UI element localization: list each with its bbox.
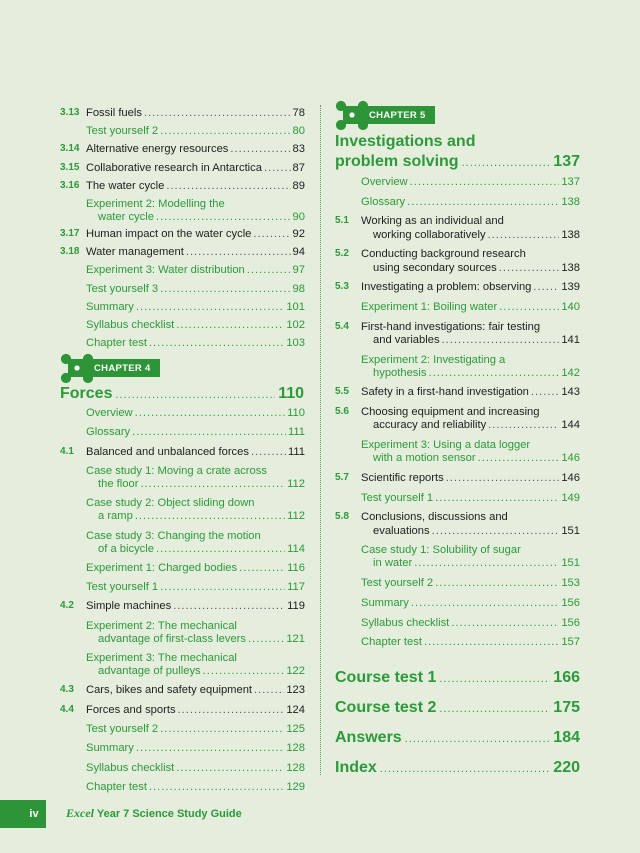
toc-entry[interactable] [60,599,305,613]
toc-entry-page: 114 [287,542,305,555]
toc-entry-page: 119 [287,600,305,613]
toc-entry-title-line1 [335,214,504,228]
toc-entry[interactable] [86,761,305,775]
toc-entry[interactable] [86,300,305,314]
toc-entry[interactable] [335,385,580,399]
toc-entry[interactable] [60,106,305,120]
toc-entry-number: 4.2 [60,600,74,612]
toc-entry-title-line2: evaluations [373,524,430,537]
back-matter-page: 175 [553,699,580,716]
toc-entry[interactable] [335,280,580,294]
toc-entry-number: 3.16 [60,179,80,191]
toc-entry-title: Case study 1: Solubility of sugar [361,544,521,557]
chapter-5-badge [343,106,435,124]
toc-entry-title-line2: in water [373,557,413,570]
toc-entry-number: 5.4 [335,320,349,332]
toc-entry-page: 101 [286,300,305,313]
chapter-5-title-line1: Investigations and [335,133,476,150]
toc-entry[interactable] [373,366,580,380]
chapter-4-heading[interactable] [60,384,304,405]
toc-entry-title: Chapter test [86,780,147,793]
toc-leader [531,385,559,399]
toc-entry-title-line2: accuracy and reliability [373,419,487,432]
toc-entry[interactable] [98,542,305,556]
toc-entry-title-line2: the floor [98,477,139,490]
toc-entry-title: Human impact on the water cycle [86,228,252,240]
toc-entry-title: Glossary [361,195,406,208]
toc-entry[interactable] [86,336,305,350]
toc-entry[interactable] [373,556,580,570]
toc-entry[interactable] [98,664,305,678]
toc-entry[interactable] [60,179,305,193]
toc-entry-page: 98 [292,282,305,295]
toc-entry[interactable] [60,161,305,175]
back-matter-entry[interactable] [335,728,580,749]
toc-leader [446,471,560,485]
toc-leader [132,425,286,439]
toc-entry-title: Syllabus checklist [86,761,175,774]
toc-entry[interactable] [60,245,305,259]
toc-entry-page: 157 [561,636,580,649]
toc-entry-title: Case study 1: Moving a crate across [86,464,267,477]
toc-entry-title-line1 [335,510,508,524]
toc-entry[interactable] [361,576,580,590]
toc-entry-page: 156 [561,616,580,629]
toc-entry-page: 111 [287,445,305,458]
toc-entry[interactable] [98,210,305,224]
back-matter-title: Course test 2 [335,699,437,716]
toc-entry-title-line1 [86,529,261,543]
toc-entry-page: 139 [561,281,580,294]
toc-entry-title-line2: and variables [373,333,440,346]
toc-leader [254,683,284,697]
back-matter-entry[interactable] [335,668,580,689]
toc-entry[interactable] [60,142,305,156]
toc-entry-title: Summary [86,742,134,755]
toc-entry[interactable] [361,300,580,314]
toc-entry-page: 151 [561,524,580,537]
toc-leader [405,730,551,749]
toc-leader [156,210,291,224]
toc-entry[interactable] [86,722,305,736]
toc-leader [264,161,291,175]
toc-entry-number: 5.8 [335,511,349,523]
toc-entry-page: 142 [561,366,580,379]
toc-entry-title: Chapter test [86,337,147,350]
toc-entry-title-line1 [86,496,255,510]
toc-entry-title: Cars, bikes and safety equipment [86,684,253,697]
toc-leader [407,195,559,209]
toc-entry[interactable] [60,445,305,459]
toc-entry-title: Overview [86,407,133,419]
toc-entry-title-line2: water cycle [98,211,154,223]
toc-entry[interactable] [86,561,305,575]
toc-entry-number: 3.13 [60,107,80,118]
toc-entry-page: 94 [292,246,305,259]
toc-entry-page: 103 [286,337,305,350]
toc-leader [176,761,284,775]
toc-entry-number: 5.2 [335,248,349,260]
toc-entry-title: Scientific reports [361,471,444,484]
toc-entry-page: 156 [561,596,580,609]
toc-leader [439,700,550,719]
toc-entry[interactable] [86,318,305,332]
toc-entry-title: Conducting background research [361,248,526,261]
toc-leader [432,524,560,538]
toc-entry-title-line2: a ramp [98,510,133,523]
back-matter-title: Answers [335,729,402,746]
toc-entry-title: Safety in a first-hand investigation [361,386,529,399]
toc-entry-title: Alternative energy resources [86,143,229,156]
toc-entry-title-line1 [86,464,267,478]
toc-entry-page: 153 [561,577,580,590]
toc-leader [230,142,290,156]
toc-entry-title: Syllabus checklist [361,616,450,629]
toc-entry-page: 144 [561,419,580,432]
toc-entry-title: Glossary [86,426,131,439]
toc-entry-page: 112 [287,477,305,490]
toc-entry-page: 149 [561,491,580,504]
toc-leader [160,722,284,736]
toc-entry-page: 138 [561,195,580,208]
toc-entry-title-line2: working collaboratively [373,228,486,241]
toc-entry-title-line1 [335,405,540,419]
toc-entry-title: Balanced and unbalanced forces [86,445,249,458]
toc-leader [411,596,559,610]
toc-leader [160,580,285,594]
toc-leader [410,175,560,189]
toc-entry-number: 3.15 [60,161,80,173]
toc-entry-title: Test yourself 2 [86,125,159,138]
toc-entry-number: 5.6 [335,406,349,418]
toc-entry[interactable] [86,425,305,439]
toc-entry-page: 90 [292,211,305,223]
toc-leader [439,670,550,689]
toc-leader [478,451,560,465]
toc-entry-title: Fossil fuels [86,107,142,119]
back-matter-title: Course test 1 [335,669,437,686]
toc-entry[interactable] [361,491,580,505]
toc-entry-page: 129 [286,780,305,793]
toc-leader [488,418,559,432]
toc-leader [435,491,559,505]
toc-entry[interactable] [373,261,580,275]
toc-entry-page: 125 [286,722,305,735]
toc-leader [136,300,284,314]
toc-entry[interactable] [86,263,305,277]
toc-entry-number: 3.17 [60,228,80,239]
toc-leader [424,635,559,649]
toc-leader [442,333,560,347]
toc-entry-title: Test yourself 1 [86,581,159,594]
toc-leader [253,227,290,241]
toc-entry-page: 140 [561,300,580,313]
toc-entry-page: 138 [561,228,580,241]
toc-entry-title: Test yourself 2 [361,577,434,590]
molecule-icon [335,98,369,132]
toc-leader [135,509,285,523]
toc-leader [247,263,291,277]
toc-entry[interactable] [60,227,305,241]
toc-entry-title: Choosing equipment and increasing [361,406,540,419]
toc-entry-page: 151 [561,557,580,570]
toc-entry-title-line2: hypothesis [373,366,427,379]
toc-entry-title-line1 [361,543,521,557]
toc-leader [435,576,559,590]
toc-entry-title: Experiment 2: Modelling the [86,198,225,210]
toc-entry[interactable] [86,406,305,420]
toc-entry-title-line1 [335,320,541,334]
toc-entry-title-line1 [361,438,530,452]
toc-entry-number: 4.4 [60,703,74,715]
toc-entry-title-line1 [86,619,237,633]
toc-entry-title: Case study 2: Object sliding down [86,497,255,510]
toc-leader [533,280,559,294]
toc-entry-page: 124 [286,703,305,716]
toc-entry[interactable] [373,333,580,347]
toc-entry-page: 89 [292,179,305,192]
toc-entry-title: Water management [86,246,184,259]
back-matter-entry[interactable] [335,698,580,719]
toc-entry[interactable] [98,477,305,491]
toc-entry-page: 141 [561,333,580,346]
toc-leader [248,632,284,646]
toc-entry[interactable] [86,282,305,296]
toc-entry-number: 5.7 [335,471,349,483]
toc-leader [176,318,284,332]
toc-entry-title-line2: with a motion sensor [373,452,476,465]
toc-entry-number: 5.3 [335,281,349,293]
toc-leader [156,542,285,556]
toc-entry[interactable] [361,635,580,649]
chapter-5-heading[interactable] [335,152,580,173]
toc-entry[interactable] [86,124,305,138]
toc-entry-title: Case study 3: Changing the motion [86,529,261,542]
toc-entry-title: Experiment 1: Boiling water [361,300,498,313]
toc-entry-page: 83 [292,143,305,156]
toc-entry-title-line1 [335,247,526,261]
toc-entry[interactable] [373,451,580,465]
toc-entry-page: 78 [292,107,305,119]
toc-entry[interactable] [361,195,580,209]
toc-leader [144,106,291,120]
toc-entry-page: 97 [292,264,305,277]
toc-entry-title-line2: of a bicycle [98,542,154,555]
footer-bar [0,800,22,828]
column-divider [320,105,321,775]
toc-leader [178,703,285,717]
toc-entry-title-line1 [86,197,225,211]
toc-entry-page: 102 [286,319,305,331]
toc-entry-page: 128 [286,761,305,774]
toc-entry-page: 111 [287,426,305,439]
toc-entry-title: Test yourself 3 [86,282,159,295]
toc-entry-title: Working as an individual and [361,215,504,228]
footer-page-number: iv [22,800,46,828]
toc-leader [203,664,285,678]
toc-leader [149,780,284,794]
footer-title [66,806,242,821]
toc-entry-page: 121 [286,632,305,645]
toc-leader [186,245,291,259]
toc-entry-page: 146 [561,452,580,465]
toc-leader [251,445,286,459]
toc-entry-page: 122 [286,665,305,677]
toc-entry[interactable] [373,228,580,242]
toc-entry-page: 80 [292,125,305,138]
chapter-4-title: Forces [60,385,113,402]
footer-book-title: Year 7 Science Study Guide [96,808,242,820]
toc-leader [140,477,285,491]
toc-entry-number: 4.3 [60,684,74,696]
toc-entry-page: 92 [292,228,305,240]
toc-entry-title: Simple machines [86,600,172,613]
toc-entry-title-line2: advantage of pulleys [98,665,201,677]
toc-leader [239,561,285,575]
chapter-4-page: 110 [278,385,304,402]
toc-entry[interactable] [86,780,305,794]
toc-entry-title: Summary [86,300,134,313]
toc-leader [429,366,560,380]
toc-entry[interactable] [86,580,305,594]
toc-entry-title-line1 [86,651,237,665]
toc-entry-title: Experiment 2: Investigating a [361,353,506,366]
toc-leader [488,228,560,242]
toc-entry-title: Syllabus checklist [86,319,175,331]
toc-entry-number: 5.5 [335,386,349,398]
toc-leader [135,406,286,420]
toc-entry-page: 110 [287,407,305,419]
toc-entry-title-line2: using secondary sources [373,261,497,274]
toc-leader [499,261,560,275]
toc-entry-page: 128 [286,742,305,755]
toc-entry-title: Experiment 3: Using a data logger [361,439,531,451]
toc-entry-title-line1 [361,353,505,367]
toc-leader [173,599,285,613]
toc-entry-page: 138 [561,261,580,274]
toc-entry-title: Conclusions, discussions and [361,511,508,524]
toc-entry-number: 5.1 [335,215,349,227]
toc-leader [160,282,290,296]
toc-entry[interactable] [361,596,580,610]
toc-entry[interactable] [373,418,580,432]
toc-entry[interactable] [60,683,305,697]
back-matter-page: 220 [553,759,580,776]
back-matter-entry[interactable] [335,758,580,779]
toc-leader [414,556,559,570]
toc-leader [380,760,551,779]
chapter-4-badge [68,359,160,377]
toc-leader [136,741,284,755]
toc-entry[interactable] [335,471,580,485]
toc-entry-page: 116 [287,561,305,574]
toc-entry[interactable] [361,616,580,630]
toc-entry-title: Chapter test [361,636,422,649]
toc-entry[interactable] [361,175,580,189]
toc-entry-title: Overview [361,176,408,188]
toc-entry-page: 112 [287,510,305,523]
toc-entry-title: Summary [361,596,409,609]
toc-entry-page: 146 [561,471,580,484]
toc-entry-title: Test yourself 1 [361,491,434,504]
toc-leader [451,616,559,630]
chapter-5-page: 137 [553,153,580,170]
toc-entry-title: Forces and sports [86,703,176,716]
toc-entry-title: Collaborative research in Antarctica [86,161,262,174]
toc-entry[interactable] [60,703,305,717]
footer-brand: Excel [66,806,94,820]
toc-entry-title: Experiment 2: The mechanical [86,619,237,632]
toc-entry[interactable] [98,509,305,523]
toc-entry-title: Investigating a problem: observing [361,281,532,294]
chapter-5-title-line2: problem solving [335,153,459,170]
toc-entry[interactable] [373,524,580,538]
toc-entry[interactable] [86,741,305,755]
chapter-5-badge-label: CHAPTER 5 [369,109,426,121]
back-matter-page: 166 [553,669,580,686]
toc-entry-title: Test yourself 2 [86,722,159,735]
back-matter-page: 184 [553,729,580,746]
toc-entry-title: Experiment 3: The mechanical [86,652,237,664]
toc-entry-number: 4.1 [60,445,74,457]
toc-leader [160,124,290,138]
toc-entry-page: 117 [287,581,305,594]
toc-entry-title: Experiment 3: Water distribution [86,264,245,277]
toc-entry-page: 123 [286,684,305,697]
toc-entry-title-line2: advantage of first-class levers [98,632,246,645]
toc-entry-number: 3.18 [60,246,80,258]
back-matter-title: Index [335,759,377,776]
toc-leader [149,336,284,350]
toc-entry[interactable] [98,632,305,646]
toc-leader [499,300,559,314]
toc-entry-page: 143 [561,386,580,399]
toc-entry-page: 87 [292,161,305,174]
toc-entry-page: 137 [561,176,580,188]
chapter-4-badge-label: CHAPTER 4 [94,362,151,374]
molecule-icon [60,351,94,385]
toc-entry-number: 3.14 [60,143,80,155]
toc-entry-title: Experiment 1: Charged bodies [86,561,238,574]
toc-entry-title: The water cycle [86,179,165,192]
toc-leader [166,179,290,193]
toc-entry-title: First-hand investigations: fair testing [361,320,541,333]
